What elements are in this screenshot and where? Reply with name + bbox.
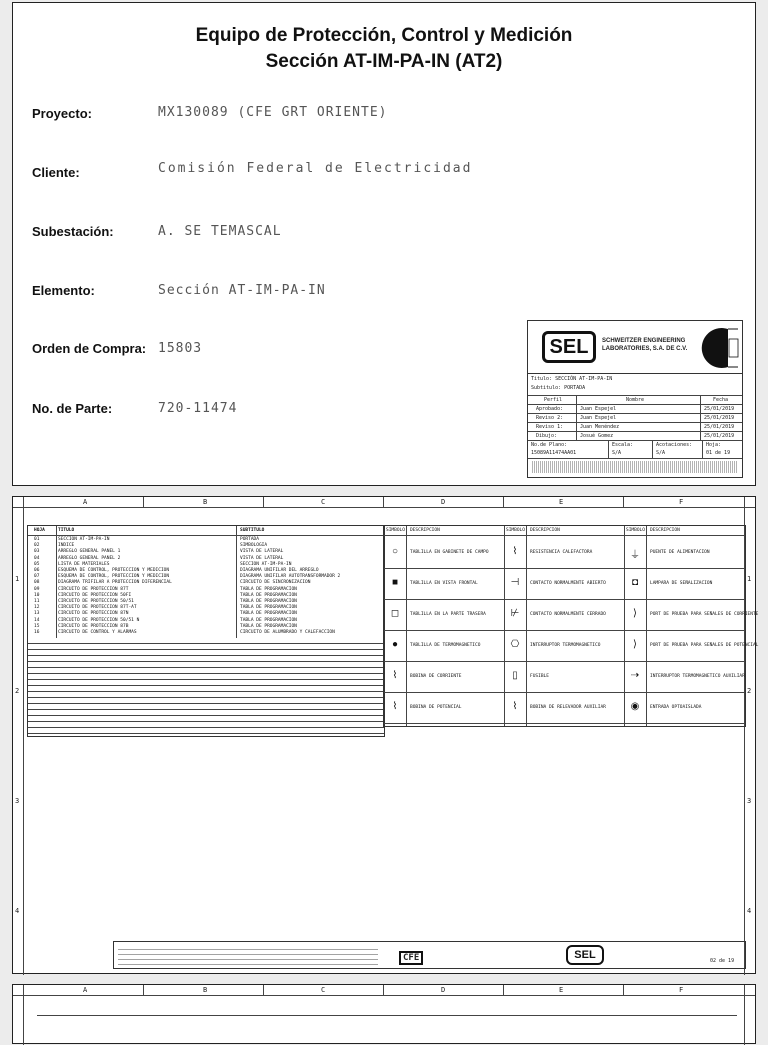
index-cell-titulo: CIRCUITO DE PROTECCION 87N: [58, 611, 129, 617]
index-cell-titulo: LISTA DE MATERIALES: [58, 561, 110, 567]
index-cell-titulo: ARREGLO GENERAL PANEL 1: [58, 549, 121, 555]
col-letter: E: [559, 498, 564, 506]
rev-nombre: Juan Espejel: [580, 415, 617, 421]
sheet-title-block: [113, 941, 746, 969]
index-cell-hoja: 16: [34, 630, 40, 635]
sel-logo: SEL: [566, 945, 604, 965]
col-fecha: Fecha: [713, 397, 729, 403]
col-letter: C: [321, 986, 326, 994]
index-cell-subtitulo: CIRCUITO DE ALUMBRADO Y CALEFACCION: [240, 630, 335, 635]
index-cell-subtitulo: CIRCUITO DE SINCRONIZACION: [240, 580, 311, 586]
index-cell-hoja: 04: [34, 555, 40, 561]
col-letter: D: [441, 498, 446, 506]
company-line2: LABORATORIES, S.A. DE C.V.: [602, 346, 688, 352]
symbol-icon: ⟩: [633, 608, 637, 619]
index-cell-hoja: 02: [34, 543, 40, 549]
col-perfil: Perfil: [544, 397, 563, 403]
index-cell-subtitulo: TABLA DE PROGRAMACION: [240, 586, 297, 592]
label-orden-compra: Orden de Compra:: [32, 341, 147, 356]
label-subestacion: Subestación:: [32, 224, 114, 239]
symbol-description: PUENTE DE ALIMENTACION: [650, 550, 710, 555]
index-cell-subtitulo: TABLA DE PROGRAMACION: [240, 611, 297, 617]
index-cell-titulo: ARREGLO GENERAL PANEL 2: [58, 555, 121, 561]
acot-value: S/A: [656, 450, 666, 456]
index-cell-hoja: 08: [34, 580, 40, 586]
index-cell-hoja: 14: [34, 617, 40, 623]
rev-fecha: 25/01/2019: [704, 424, 735, 430]
value-no-parte: 720-11474: [158, 401, 238, 416]
symbol-description: TABLILLA DE TERMOMAGNETICO: [410, 643, 481, 648]
symbol-description: BOBINA DE RELEVADOR AUXILIAR: [530, 705, 606, 710]
titulo-label: Titulo:: [531, 376, 553, 382]
col-letter: F: [679, 986, 684, 994]
rev-nombre: Josué Gomez: [580, 433, 614, 439]
col-letter: F: [679, 498, 684, 506]
symbol-icon: ○: [391, 546, 399, 557]
th-descripcion: DESCRIPCION: [650, 528, 680, 533]
index-cell-subtitulo: TABLA DE PROGRAMACION: [240, 599, 297, 604]
revision-rows: [118, 945, 378, 965]
label-cliente: Cliente:: [32, 165, 80, 180]
index-cell-subtitulo: VISTA DE LATERAL: [240, 549, 284, 555]
symbol-icon: ⌇: [512, 546, 518, 557]
index-cell-subtitulo: PORTADA: [240, 537, 259, 542]
subtitulo-label: Subtitulo:: [531, 385, 562, 391]
symbol-icon: ●: [391, 639, 399, 650]
symbol-description: TABLILLA EN LA PARTE TRASERA: [410, 612, 486, 617]
escala-label: Escala:: [612, 442, 634, 448]
index-cell-titulo: ESQUEMA DE CONTROL, PROTECCION Y MEDICION: [58, 574, 170, 580]
symbol-description: ENTRADA OPTOAISLADA: [650, 705, 702, 710]
value-orden-compra: 15803: [158, 341, 203, 356]
th-titulo: TITULO: [58, 528, 75, 533]
value-proyecto: MX130089 (CFE GRT ORIENTE): [158, 105, 388, 120]
symbol-icon: ⎔: [510, 639, 520, 650]
index-cell-subtitulo: SECCION AT-IM-PA-IN: [240, 561, 292, 567]
symbol-icon: ◘: [631, 577, 639, 588]
index-cell-subtitulo: TABLA DE PROGRAMACION: [240, 605, 297, 611]
plano-value: 15089A11474AA01: [531, 450, 577, 456]
th-descripcion: DESCRIPCION: [530, 528, 560, 533]
symbol-icon: ⌇: [392, 701, 398, 712]
company-line1: SCHWEITZER ENGINEERING: [602, 338, 686, 344]
row-number: 1: [747, 575, 752, 583]
next-sheet: [12, 984, 756, 1044]
col-nombre: Nombre: [626, 397, 645, 403]
row-number: 3: [747, 797, 752, 805]
index-table: [27, 525, 385, 737]
symbol-description: CONTACTO NORMALMENTE CERRADO: [530, 612, 606, 617]
fine-print: [532, 461, 738, 473]
symbol-icon: ▯: [512, 670, 518, 681]
symbol-icon: ⌇: [392, 670, 398, 681]
titulo-value: SECCIÓN AT-IM-PA-IN: [555, 376, 613, 382]
symbol-icon: ⊣: [510, 577, 520, 588]
index-cell-hoja: 10: [34, 592, 40, 598]
index-cell-titulo: CIRCUITO DE PROTECCION 50/51 N: [58, 617, 140, 623]
index-cell-hoja: 13: [34, 611, 40, 617]
rev-perfil: Dibujo:: [536, 433, 558, 439]
col-letter: B: [203, 986, 208, 994]
index-cell-hoja: 09: [34, 586, 40, 592]
symbol-description: PORT DE PRUEBA PARA SEÑALES DE POTENCIAL: [650, 643, 759, 648]
cfe-emblem-icon: [698, 323, 740, 371]
index-cell-titulo: INDICE: [58, 543, 75, 549]
acot-label: Acotaciones:: [656, 442, 693, 448]
symbol-description: FUSIBLE: [530, 674, 549, 679]
index-cell-titulo: CIRCUITO DE PROTECCION 50/51: [58, 599, 134, 604]
col-letter: E: [559, 986, 564, 994]
index-cell-subtitulo: TABLA DE PROGRAMACION: [240, 623, 297, 629]
cover-sheet: [12, 2, 756, 486]
empty-rows: [28, 638, 384, 736]
col-letter: A: [83, 986, 88, 994]
index-sheet: [12, 496, 759, 974]
row-number: 4: [747, 907, 752, 915]
cfe-logo: CFE: [399, 951, 423, 965]
row-number: 2: [15, 687, 20, 695]
value-cliente: Comisión Federal de Electricidad: [158, 161, 473, 176]
index-cell-titulo: CIRCUITO DE PROTECCION 87T-AT: [58, 605, 137, 611]
col-letter: D: [441, 986, 446, 994]
subtitulo-row: [531, 385, 585, 391]
index-cell-hoja: 03: [34, 549, 40, 555]
symbol-icon: ◉: [630, 701, 640, 712]
symbol-description: INTERRUPTOR TERMOMAGNETICO: [530, 643, 601, 648]
index-cell-subtitulo: TABLA DE PROGRAMACION: [240, 617, 297, 623]
col-letter: C: [321, 498, 326, 506]
index-cell-subtitulo: VISTA DE LATERAL: [240, 555, 284, 561]
plano-label: No.de Plano:: [531, 442, 568, 448]
sel-logo: SEL: [542, 331, 596, 363]
symbol-description: PORT DE PRUEBA PARA SEÑALES DE CORRIENTE: [650, 612, 759, 617]
label-proyecto: Proyecto:: [32, 106, 92, 121]
index-cell-titulo: SECCION AT-IM-PA-IN: [58, 537, 110, 542]
escala-value: S/A: [612, 450, 622, 456]
symbol-description: TABLILLA EN VISTA FRONTAL: [410, 581, 478, 586]
symbol-icon: ■: [391, 577, 399, 588]
cover-title-line1: Equipo de Protección, Control y Medición: [195, 25, 573, 46]
col-letter: B: [203, 498, 208, 506]
hoja-label: Hoja:: [706, 442, 722, 448]
index-cell-hoja: 15: [34, 623, 40, 629]
index-cell-subtitulo: DIAGRAMA UNIFILAR AUTOTRANSFORMADOR 2: [240, 574, 341, 580]
th-hoja: HOJA: [34, 528, 45, 533]
index-cell-subtitulo: SIMBOLOGIA: [240, 543, 268, 549]
th-descripcion: DESCRIPCION: [410, 528, 440, 533]
row-number: 1: [15, 575, 20, 583]
index-cell-hoja: 12: [34, 605, 40, 611]
rev-nombre: Juan Espejel: [580, 406, 617, 412]
symbol-icon: ⟩: [633, 639, 637, 650]
label-elemento: Elemento:: [32, 283, 95, 298]
index-cell-hoja: 05: [34, 561, 40, 567]
symbol-description: TABLILLA EN GABINETE DE CAMPO: [410, 550, 489, 555]
row-number: 4: [15, 907, 20, 915]
col-letter: A: [83, 498, 88, 506]
symbology-table: [383, 525, 759, 727]
rev-fecha: 25/01/2019: [704, 415, 735, 421]
symbol-icon: ⊬: [510, 608, 520, 619]
title-block-header: [528, 321, 742, 374]
th-subtitulo: SUBTITULO: [240, 528, 265, 533]
hoja-value: 02 de 19: [710, 958, 735, 964]
symbol-icon: ⇢: [630, 670, 640, 681]
index-cell-titulo: CIRCUITO DE PROTECCION 50FI: [58, 592, 132, 598]
symbol-description: CONTACTO NORMALMENTE ABIERTO: [530, 581, 606, 586]
symbol-icon: ⏚: [630, 550, 640, 561]
index-cell-titulo: CIRCUITO DE CONTROL Y ALARMAS: [58, 630, 137, 635]
th-simbolo: SIMBOLO: [506, 528, 525, 533]
row-number: 2: [747, 687, 752, 695]
rev-perfil: Reviso 2:: [536, 415, 564, 421]
titulo-row: [531, 376, 612, 382]
title-block: [527, 320, 743, 478]
index-cell-titulo: CIRCUITO DE PROTECCION 87B: [58, 623, 129, 629]
symbol-icon: ⌇: [512, 701, 518, 712]
row-number: 3: [15, 797, 20, 805]
label-no-parte: No. de Parte:: [32, 401, 113, 416]
symbol-description: BOBINA DE POTENCIAL: [410, 705, 462, 710]
symbol-description: INTERRUPTOR TERMOMAGNETICO AUXILIAR: [650, 674, 745, 679]
index-cell-titulo: CIRCUITO DE PROTECCION 87T: [58, 586, 129, 592]
th-simbolo: SIMBOLO: [626, 528, 645, 533]
subtitulo-value: PORTADA: [564, 385, 586, 391]
rev-fecha: 25/01/2019: [704, 406, 735, 412]
value-elemento: Sección AT-IM-PA-IN: [158, 283, 326, 298]
rev-fecha: 25/01/2019: [704, 433, 735, 439]
rev-perfil: Reviso 1:: [536, 424, 564, 430]
index-cell-hoja: 11: [34, 599, 40, 604]
index-cell-hoja: 01: [34, 537, 40, 542]
value-subestacion: A. SE TEMASCAL: [158, 224, 282, 239]
index-cell-subtitulo: DIAGRAMA UNIFILAR DEL ARREGLO: [240, 568, 319, 573]
index-cell-hoja: 07: [34, 574, 40, 580]
th-simbolo: SIMBOLO: [386, 528, 405, 533]
symbol-icon: ◻: [390, 608, 400, 619]
index-cell-titulo: ESQUEMA DE CONTROL, PROTECCION Y MEDICION: [58, 568, 170, 573]
rev-nombre: Juan Menéndez: [580, 424, 620, 430]
symbol-description: RESISTENCIA CALEFACTORA: [530, 550, 593, 555]
rev-perfil: Aprobado:: [536, 406, 564, 412]
index-cell-hoja: 06: [34, 568, 40, 573]
hoja-value: 01 de 19: [706, 450, 731, 456]
index-cell-subtitulo: TABLA DE PROGRAMACION: [240, 592, 297, 598]
cover-title-line2: Sección AT-IM-PA-IN (AT2): [265, 51, 503, 72]
symbol-description: LAMPARA DE SEÑALIZACION: [650, 581, 713, 586]
index-cell-titulo: DIAGRAMA TRIFILAR A PROTECCION DIFERENCIAL: [58, 580, 172, 586]
company-name: [602, 337, 687, 353]
symbol-description: BOBINA DE CORRIENTE: [410, 674, 462, 679]
